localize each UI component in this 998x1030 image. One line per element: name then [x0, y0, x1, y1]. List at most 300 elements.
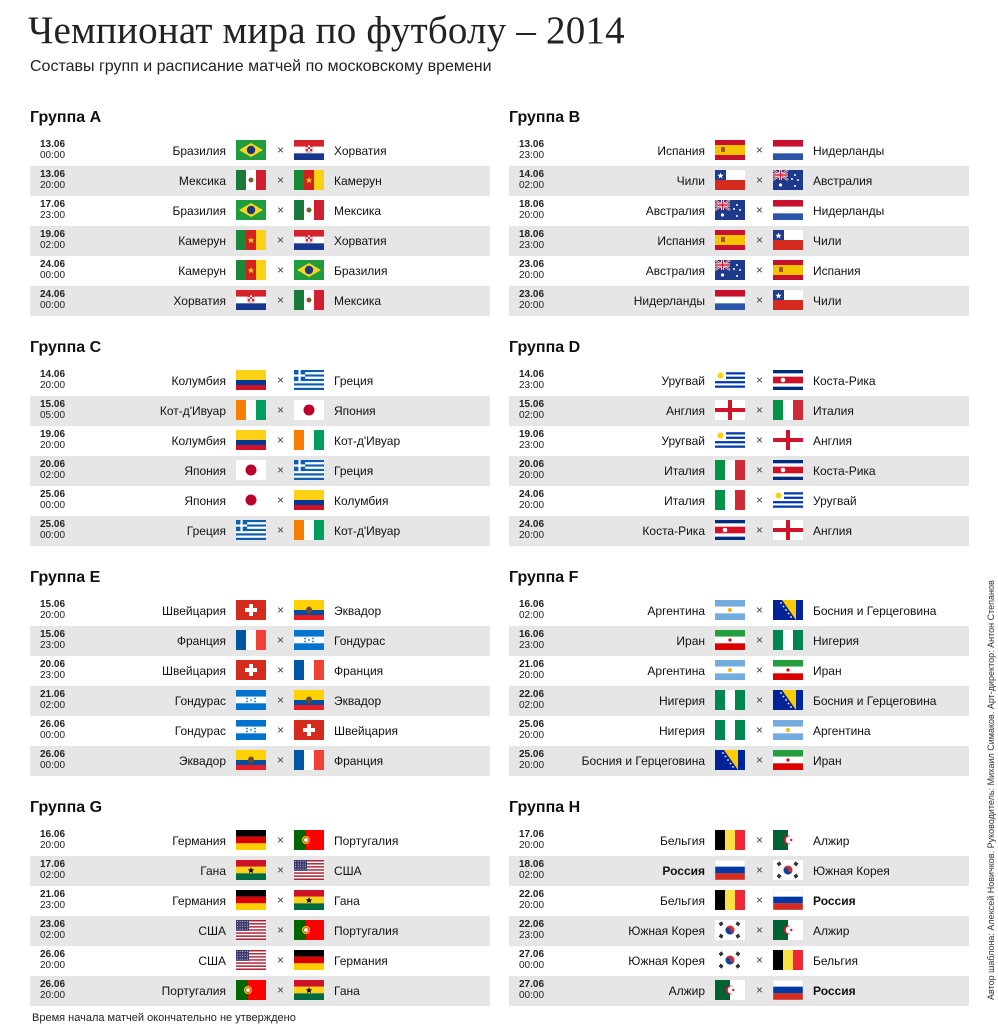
match-datetime [40, 979, 65, 1001]
versus-sign: × [756, 203, 764, 217]
match-date: 18.06 [519, 859, 545, 870]
away-team: Камерун [334, 174, 382, 188]
home-team: Гондурас [174, 694, 226, 708]
match-time: 02:00 [519, 610, 545, 621]
match-datetime [519, 859, 544, 881]
versus-sign: × [277, 693, 285, 707]
group-a [30, 107, 490, 316]
away-team: Россия [813, 984, 856, 998]
match-row [30, 886, 490, 916]
versus-sign: × [756, 633, 764, 647]
match-time: 02:00 [40, 700, 66, 711]
match-time: 23:00 [40, 210, 66, 221]
match-row [30, 686, 490, 716]
match-date: 17.06 [40, 199, 66, 210]
home-team: Уругвай [661, 434, 705, 448]
match-row [509, 396, 969, 426]
switzerland-flag-icon [294, 720, 324, 740]
group-c [30, 337, 490, 546]
match-row [30, 746, 490, 776]
versus-sign: × [756, 893, 764, 907]
colombia-flag-icon [236, 370, 266, 390]
match-datetime [40, 429, 65, 451]
uruguay-flag-icon [715, 370, 745, 390]
versus-sign: × [756, 463, 764, 477]
versus-sign: × [756, 263, 764, 277]
match-datetime [40, 919, 65, 941]
group-b [509, 107, 969, 316]
match-datetime [40, 719, 65, 741]
match-time: 00:00 [519, 990, 545, 1001]
away-team: Швейцария [334, 724, 399, 738]
switzerland-flag-icon [236, 660, 266, 680]
match-datetime [40, 289, 65, 311]
match-time: 23:00 [519, 380, 545, 391]
match-time: 02:00 [40, 930, 66, 941]
match-row [30, 916, 490, 946]
match-datetime [40, 369, 65, 391]
match-row [30, 626, 490, 656]
match-datetime [519, 229, 544, 251]
match-date: 21.06 [40, 889, 66, 900]
match-row [30, 716, 490, 746]
match-datetime [519, 659, 544, 681]
match-date: 24.06 [40, 289, 66, 300]
match-row [30, 826, 490, 856]
match-date: 22.06 [519, 689, 545, 700]
ecuador-flag-icon [236, 750, 266, 770]
match-time: 05:00 [40, 410, 66, 421]
versus-sign: × [756, 373, 764, 387]
brazil-flag-icon [236, 140, 266, 160]
away-team: Кот-д'Ивуар [334, 524, 401, 538]
match-datetime [519, 519, 544, 541]
versus-sign: × [756, 293, 764, 307]
belgium-flag-icon [715, 890, 745, 910]
away-team: Португалия [334, 924, 399, 938]
honduras-flag-icon [236, 720, 266, 740]
match-date: 17.06 [40, 859, 66, 870]
match-row [30, 976, 490, 1006]
versus-sign: × [756, 693, 764, 707]
away-team: Уругвай [813, 494, 857, 508]
mexico-flag-icon [294, 290, 324, 310]
germany-flag-icon [236, 890, 266, 910]
brazil-flag-icon [236, 200, 266, 220]
match-datetime [519, 399, 544, 421]
versus-sign: × [277, 173, 285, 187]
home-team: Бразилия [172, 144, 226, 158]
match-date: 13.06 [40, 169, 66, 180]
group-title: Группа F [509, 569, 579, 586]
portugal-flag-icon [294, 920, 324, 940]
away-team: Колумбия [334, 494, 389, 508]
match-time: 00:00 [519, 960, 545, 971]
match-datetime [519, 719, 544, 741]
match-row [30, 196, 490, 226]
switzerland-flag-icon [236, 600, 266, 620]
group-title: Группа D [509, 339, 581, 356]
match-time: 02:00 [40, 870, 66, 881]
away-team: Эквадор [334, 604, 382, 618]
home-team: Южная Корея [628, 924, 705, 938]
away-team: Нидерланды [813, 144, 885, 158]
match-date: 19.06 [40, 229, 66, 240]
versus-sign: × [756, 663, 764, 677]
match-time: 23:00 [40, 900, 66, 911]
match-time: 23:00 [519, 440, 545, 451]
cameroon-flag-icon [294, 170, 324, 190]
versus-sign: × [756, 923, 764, 937]
versus-sign: × [277, 143, 285, 157]
match-date: 23.06 [519, 259, 545, 270]
netherlands-flag-icon [715, 290, 745, 310]
match-row [509, 486, 969, 516]
ecuador-flag-icon [294, 690, 324, 710]
away-team: Гондурас [334, 634, 386, 648]
germany-flag-icon [236, 830, 266, 850]
group-title: Группа C [30, 339, 102, 356]
match-date: 15.06 [40, 399, 66, 410]
match-date: 15.06 [40, 599, 66, 610]
greece-flag-icon [236, 520, 266, 540]
colombia-flag-icon [236, 430, 266, 450]
match-row [509, 456, 969, 486]
match-datetime [40, 889, 65, 911]
match-date: 26.06 [40, 979, 66, 990]
credit-line: Автор шаблона: Алексей Новичков. Руководитель: Михаил Симаков. Арт-директор: Антон Степанов [986, 580, 996, 1000]
group-f [509, 567, 969, 776]
match-row [509, 366, 969, 396]
match-date: 24.06 [519, 489, 545, 500]
match-datetime [519, 489, 544, 511]
match-datetime [519, 919, 544, 941]
home-team: Иран [676, 634, 705, 648]
versus-sign: × [756, 953, 764, 967]
france-flag-icon [294, 660, 324, 680]
greece-flag-icon [294, 370, 324, 390]
home-team: Швейцария [161, 664, 226, 678]
away-team: Россия [813, 894, 856, 908]
versus-sign: × [756, 523, 764, 537]
away-team: Австралия [813, 174, 873, 188]
match-time: 20:00 [40, 610, 66, 621]
match-row [30, 486, 490, 516]
match-date: 19.06 [40, 429, 66, 440]
match-datetime [519, 139, 544, 161]
footnote: Время начала матчей окончательно не утверждено [32, 1012, 296, 1024]
nigeria-flag-icon [773, 630, 803, 650]
match-row [30, 286, 490, 316]
away-team: Алжир [813, 924, 850, 938]
match-time: 02:00 [519, 700, 545, 711]
match-datetime [40, 519, 65, 541]
match-date: 14.06 [519, 369, 545, 380]
versus-sign: × [756, 833, 764, 847]
home-team: Гана [200, 864, 226, 878]
italy-flag-icon [715, 490, 745, 510]
argentina-flag-icon [773, 720, 803, 740]
match-datetime [519, 289, 544, 311]
match-date: 21.06 [40, 689, 66, 700]
match-time: 00:00 [40, 150, 66, 161]
home-team: Нидерланды [633, 294, 705, 308]
match-row [509, 946, 969, 976]
match-datetime [40, 629, 65, 651]
match-time: 02:00 [519, 180, 545, 191]
match-date: 14.06 [519, 169, 545, 180]
greece-flag-icon [294, 460, 324, 480]
match-datetime [519, 429, 544, 451]
match-row [509, 626, 969, 656]
chile-flag-icon [715, 170, 745, 190]
japan-flag-icon [236, 460, 266, 480]
away-team: Бразилия [334, 264, 388, 278]
match-time: 20:00 [519, 760, 545, 771]
versus-sign: × [756, 143, 764, 157]
match-datetime [519, 169, 544, 191]
mexico-flag-icon [294, 200, 324, 220]
versus-sign: × [277, 893, 285, 907]
away-team: Кот-д'Ивуар [334, 434, 401, 448]
iran-flag-icon [773, 660, 803, 680]
match-time: 23:00 [519, 640, 545, 651]
group-e [30, 567, 490, 776]
match-datetime [40, 139, 65, 161]
home-team: Япония [184, 494, 226, 508]
match-row [509, 286, 969, 316]
match-time: 20:00 [40, 960, 66, 971]
match-date: 16.06 [519, 629, 545, 640]
match-time: 20:00 [519, 300, 545, 311]
versus-sign: × [756, 173, 764, 187]
home-team: Япония [184, 464, 226, 478]
germany-flag-icon [294, 950, 324, 970]
versus-sign: × [277, 373, 285, 387]
match-time: 20:00 [519, 500, 545, 511]
match-time: 20:00 [519, 270, 545, 281]
home-team: Англия [666, 404, 705, 418]
nigeria-flag-icon [715, 690, 745, 710]
home-team: Колумбия [171, 434, 226, 448]
croatia-flag-icon [294, 230, 324, 250]
england-flag-icon [773, 520, 803, 540]
match-datetime [40, 689, 65, 711]
versus-sign: × [277, 293, 285, 307]
away-team: Нидерланды [813, 204, 885, 218]
australia-flag-icon [715, 260, 745, 280]
match-time: 20:00 [40, 180, 66, 191]
home-team: Эквадор [178, 754, 226, 768]
match-datetime [519, 459, 544, 481]
spain-flag-icon [715, 230, 745, 250]
croatia-flag-icon [294, 140, 324, 160]
match-datetime [40, 859, 65, 881]
ivory-coast-flag-icon [294, 520, 324, 540]
match-date: 19.06 [519, 429, 545, 440]
match-date: 20.06 [40, 459, 66, 470]
honduras-flag-icon [294, 630, 324, 650]
uruguay-flag-icon [773, 490, 803, 510]
away-team: Чили [813, 294, 842, 308]
away-team: Англия [813, 434, 852, 448]
match-row [30, 856, 490, 886]
italy-flag-icon [715, 460, 745, 480]
home-team: Испания [657, 234, 705, 248]
croatia-flag-icon [236, 290, 266, 310]
match-row [509, 226, 969, 256]
away-team: Коста-Рика [813, 374, 876, 388]
home-team: Босния и Герцеговина [581, 754, 705, 768]
away-team: Мексика [334, 204, 382, 218]
away-team: Франция [334, 754, 384, 768]
match-date: 20.06 [519, 459, 545, 470]
match-row [30, 166, 490, 196]
versus-sign: × [277, 953, 285, 967]
match-row [30, 136, 490, 166]
match-datetime [40, 749, 65, 771]
home-team: Мексика [178, 174, 226, 188]
match-row [509, 166, 969, 196]
belgium-flag-icon [773, 950, 803, 970]
match-row [509, 976, 969, 1006]
home-team: Австралия [645, 204, 705, 218]
page-title: Чемпионат мира по футболу – 2014 [28, 9, 625, 52]
versus-sign: × [277, 663, 285, 677]
away-team: Чили [813, 234, 842, 248]
match-row [30, 426, 490, 456]
match-date: 23.06 [40, 919, 66, 930]
match-datetime [40, 259, 65, 281]
versus-sign: × [756, 983, 764, 997]
match-datetime [519, 949, 544, 971]
match-row [30, 516, 490, 546]
home-team: Швейцария [161, 604, 226, 618]
france-flag-icon [294, 750, 324, 770]
away-team: Иран [813, 754, 842, 768]
match-date: 27.06 [519, 949, 545, 960]
versus-sign: × [277, 433, 285, 447]
versus-sign: × [277, 723, 285, 737]
match-time: 23:00 [519, 150, 545, 161]
nigeria-flag-icon [715, 720, 745, 740]
argentina-flag-icon [715, 600, 745, 620]
away-team: Испания [813, 264, 861, 278]
away-team: Гана [334, 894, 360, 908]
match-time: 00:00 [40, 300, 66, 311]
versus-sign: × [277, 833, 285, 847]
match-datetime [519, 599, 544, 621]
away-team: Аргентина [813, 724, 871, 738]
uruguay-flag-icon [715, 430, 745, 450]
match-date: 22.06 [519, 889, 545, 900]
iran-flag-icon [773, 750, 803, 770]
versus-sign: × [277, 263, 285, 277]
away-team: Португалия [334, 834, 399, 848]
versus-sign: × [756, 723, 764, 737]
match-time: 20:00 [40, 440, 66, 451]
match-row [509, 746, 969, 776]
south-korea-flag-icon [773, 860, 803, 880]
match-date: 13.06 [40, 139, 66, 150]
england-flag-icon [715, 400, 745, 420]
match-datetime [519, 259, 544, 281]
home-team: Коста-Рика [642, 524, 705, 538]
costa-rica-flag-icon [715, 520, 745, 540]
home-team: Камерун [178, 234, 226, 248]
match-time: 23:00 [40, 670, 66, 681]
versus-sign: × [277, 753, 285, 767]
cameroon-flag-icon [236, 230, 266, 250]
match-time: 00:00 [40, 500, 66, 511]
away-team: Хорватия [334, 234, 387, 248]
home-team: Бельгия [660, 834, 705, 848]
chile-flag-icon [773, 290, 803, 310]
match-time: 02:00 [519, 410, 545, 421]
match-time: 20:00 [519, 840, 545, 851]
match-time: 20:00 [519, 730, 545, 741]
match-datetime [519, 749, 544, 771]
match-row [509, 426, 969, 456]
match-time: 20:00 [519, 210, 545, 221]
versus-sign: × [277, 403, 285, 417]
away-team: Италия [813, 404, 854, 418]
usa-flag-icon [236, 950, 266, 970]
match-datetime [519, 829, 544, 851]
match-row [30, 226, 490, 256]
match-row [30, 396, 490, 426]
algeria-flag-icon [715, 980, 745, 1000]
ghana-flag-icon [294, 980, 324, 1000]
costa-rica-flag-icon [773, 460, 803, 480]
match-date: 26.06 [40, 949, 66, 960]
match-date: 18.06 [519, 199, 545, 210]
versus-sign: × [277, 493, 285, 507]
match-datetime [40, 459, 65, 481]
spain-flag-icon [715, 140, 745, 160]
versus-sign: × [277, 863, 285, 877]
home-team: Греция [186, 524, 226, 538]
ghana-flag-icon [294, 890, 324, 910]
russia-flag-icon [773, 890, 803, 910]
algeria-flag-icon [773, 920, 803, 940]
home-team: Уругвай [661, 374, 705, 388]
match-row [30, 946, 490, 976]
match-time: 00:00 [40, 270, 66, 281]
match-time: 02:00 [40, 240, 66, 251]
home-team: Южная Корея [628, 954, 705, 968]
versus-sign: × [277, 603, 285, 617]
match-date: 15.06 [519, 399, 545, 410]
honduras-flag-icon [236, 690, 266, 710]
ivory-coast-flag-icon [236, 400, 266, 420]
versus-sign: × [277, 233, 285, 247]
japan-flag-icon [294, 400, 324, 420]
away-team: Коста-Рика [813, 464, 876, 478]
match-date: 25.06 [519, 719, 545, 730]
home-team: Россия [662, 864, 705, 878]
match-date: 13.06 [519, 139, 545, 150]
colombia-flag-icon [294, 490, 324, 510]
match-date: 25.06 [519, 749, 545, 760]
match-row [509, 886, 969, 916]
home-team: Хорватия [173, 294, 226, 308]
australia-flag-icon [773, 170, 803, 190]
home-team: Германия [172, 894, 226, 908]
match-time: 20:00 [40, 990, 66, 1001]
match-date: 24.06 [519, 519, 545, 530]
match-time: 02:00 [40, 470, 66, 481]
